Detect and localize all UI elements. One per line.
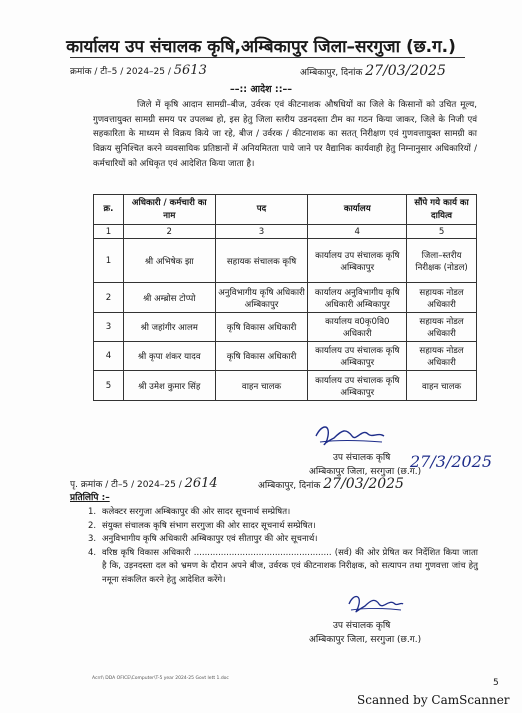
copy-list	[88, 506, 478, 588]
row-duty: सहायक नोडल अधिकारी	[407, 342, 477, 371]
table-row	[94, 283, 477, 313]
row-post: अनुविभागीय कृषि अधिकारी अम्बिकापुर	[215, 283, 308, 313]
order-paragraph	[93, 98, 477, 172]
row-office: कार्यालय उप संचालक कृषि अम्बिकापुर	[308, 342, 407, 371]
copy-heading: प्रतिलिपि :–	[70, 493, 110, 503]
list-item-number: 1.	[88, 507, 97, 517]
list-item	[88, 520, 478, 534]
order-heading: ––:: आदेश ::––	[229, 84, 293, 95]
row-duty: जिला–स्तरीय निरीक्षक (नोडल)	[407, 239, 477, 283]
row-office: कार्यालय उप संचालक कृषि अम्बिकापुर	[308, 239, 407, 283]
row-post: कृषि विकास अधिकारी	[215, 342, 308, 371]
endorsement-ref-label: पृ. क्रमांक / टी–5 / 2024–25 /	[70, 480, 182, 490]
list-item-number: 3.	[88, 534, 97, 545]
ref-number	[70, 63, 207, 78]
signature2-designation: उप संचालक कृषि	[333, 621, 391, 631]
list-item-number: 4.	[88, 547, 97, 558]
place-date	[300, 63, 446, 79]
row-office: कार्यालय व0कृ0वि0 अधिकारी	[308, 313, 407, 342]
order-paragraph-text: जिले में कृषि आदान सामग्री–बीज, उर्वरक एवं कीटनाशक औषधियों का जिले के किसानों को उचित मूल्य, गुणवत्तायुक्त सामग्री समय पर उपलब्ध हो, इस हेतु जिला स्तरीय उडनदस्ता टीम का गठन किया जाकर, जिले के निजी एवं सहकारिता के माध्यम से विक्रय किये जा रहे, बीज / उर्वरक / कीटनाशक का सतत् निरीक्षण एवं गुणवत्तायुक्त सामग्री का विक्रय सुनिश्चित करने व्यवसायिक प्रतिष्ठानों में अनियमितता पाये जाने पर वैद्यानिक कार्यवाही हेतु निम्नानुसार अधिकारियों / कर्मचारियों को अधिकृत एवं आदेशित किया जाता है।	[93, 100, 477, 169]
table-row	[94, 313, 477, 342]
row-serial: 5	[94, 371, 124, 401]
row-serial: 4	[94, 342, 124, 371]
table-colnum-row	[94, 225, 477, 239]
endorsement-place-date-label: अम्बिकापुर, दिनांक	[258, 481, 321, 491]
endorsement-place-date	[258, 476, 404, 492]
row-serial: 2	[94, 283, 124, 313]
header-cell: पद	[215, 195, 308, 225]
office-title: कार्यालय उप संचालक कृषि,अम्बिकापुर जिला–सरगुजा (छ.ग.)	[66, 37, 456, 57]
list-item-text: अनुविभागीय कृषि अधिकारी अम्बिकापुर एवं सीतापुर की ओर सूचनार्थ।	[102, 534, 318, 545]
col-number-cell: 4	[308, 225, 407, 239]
list-item	[88, 547, 478, 588]
row-name: श्री कृपा शंकर यादव	[123, 342, 215, 371]
row-duty: सहायक नोडल अधिकारी	[407, 313, 477, 342]
signature1-date-handwritten: 27/3/2025	[410, 452, 493, 471]
row-office: कार्यालय अनुविभागीय कृषि अधिकारी अम्बिकापुर	[308, 283, 407, 313]
signature-scribble	[312, 422, 392, 448]
row-name: श्री उमेश कुमार सिंह	[123, 371, 215, 401]
col-number-cell: 1	[94, 225, 124, 239]
row-post: सहायक संचालक कृषि	[215, 239, 308, 283]
row-post: वाहन चालक	[215, 371, 308, 401]
table-row	[94, 239, 477, 283]
ref-number-label: क्रमांक / टी–5 / 2024–25 /	[70, 67, 171, 77]
file-path: Acrrl\ DDA OFICE\Computer\T-5 year 2024-25 Govt lett 1.doc	[92, 676, 229, 681]
col-number-cell: 2	[123, 225, 215, 239]
place-date-label: अम्बिकापुर, दिनांक	[300, 68, 363, 78]
endorsement-ref	[70, 476, 218, 491]
row-serial: 3	[94, 313, 124, 342]
row-name: श्री अभिषेक झा	[123, 239, 215, 283]
scanner-watermark: Scanned by CamScanner	[357, 693, 510, 707]
header-cell: क्र.	[94, 195, 124, 225]
header-cell: कार्यालय	[308, 195, 407, 225]
list-item-text: वरिष्ठ कृषि विकास अधिकारी ................................................... (सर्व) की ओर प्रेषित कर निर्देशित किया जाता है कि, उड़नदस्ता दल को भ्रमण के दौरान अपने बीज, उर्वरक एवं कीटनाशक निरीक्षक, को सत्यापन तथा गुणवत्ता जांच हेतु नमूना संकलित करने हेतु आदेशित करेंगे।	[102, 547, 478, 585]
table-row	[94, 342, 477, 371]
endorsement-date-handwritten: 27/03/2025	[323, 476, 404, 492]
signature1-designation: उप संचालक कृषि	[333, 453, 391, 463]
col-number-cell: 3	[215, 225, 308, 239]
list-item-text: कलेक्टर सरगुजा अम्बिकापुर की ओर सादर सूचनार्थ सम्प्रेषित।	[102, 507, 291, 517]
row-name: श्री अम्ब्रोस टोप्पो	[123, 283, 215, 313]
ref-number-handwritten: 5613	[173, 63, 207, 78]
row-duty: वाहन चालक	[407, 371, 477, 401]
list-item	[88, 506, 478, 520]
list-item-number: 2.	[88, 520, 97, 531]
row-name: श्री जहांगीर आलम	[123, 313, 215, 342]
endorsement-ref-handwritten: 2614	[184, 476, 218, 491]
signature-scribble	[345, 592, 405, 616]
table-header-row	[94, 195, 477, 225]
signature2-office: अम्बिकापुर जिला, सरगुजा (छ.ग.)	[309, 635, 422, 645]
list-item	[88, 533, 478, 547]
assignment-table	[93, 194, 477, 401]
list-item-text: संयुक्त संचालक कृषि संभाग सरगुजा की ओर सादर सूचनार्थ सम्प्रेषित।	[102, 520, 316, 531]
row-office: कार्यालय उप संचालक कृषि अम्बिकापुर	[308, 371, 407, 401]
row-serial: 1	[94, 239, 124, 283]
col-number-cell: 5	[407, 225, 477, 239]
signature1-office: अम्बिकापुर जिला, सरगुजा (छ.ग.)	[309, 467, 422, 477]
title-underline	[70, 57, 465, 58]
table-row	[94, 371, 477, 401]
header-cell: सौंपे गये कार्य का दायित्व	[407, 195, 477, 225]
header-cell: अधिकारी / कर्मचारी का नाम	[123, 195, 215, 225]
date-handwritten: 27/03/2025	[365, 63, 446, 79]
page-number: 5	[493, 678, 499, 688]
row-duty: सहायक नोडल अधिकारी	[407, 283, 477, 313]
row-post: कृषि विकास अधिकारी	[215, 313, 308, 342]
